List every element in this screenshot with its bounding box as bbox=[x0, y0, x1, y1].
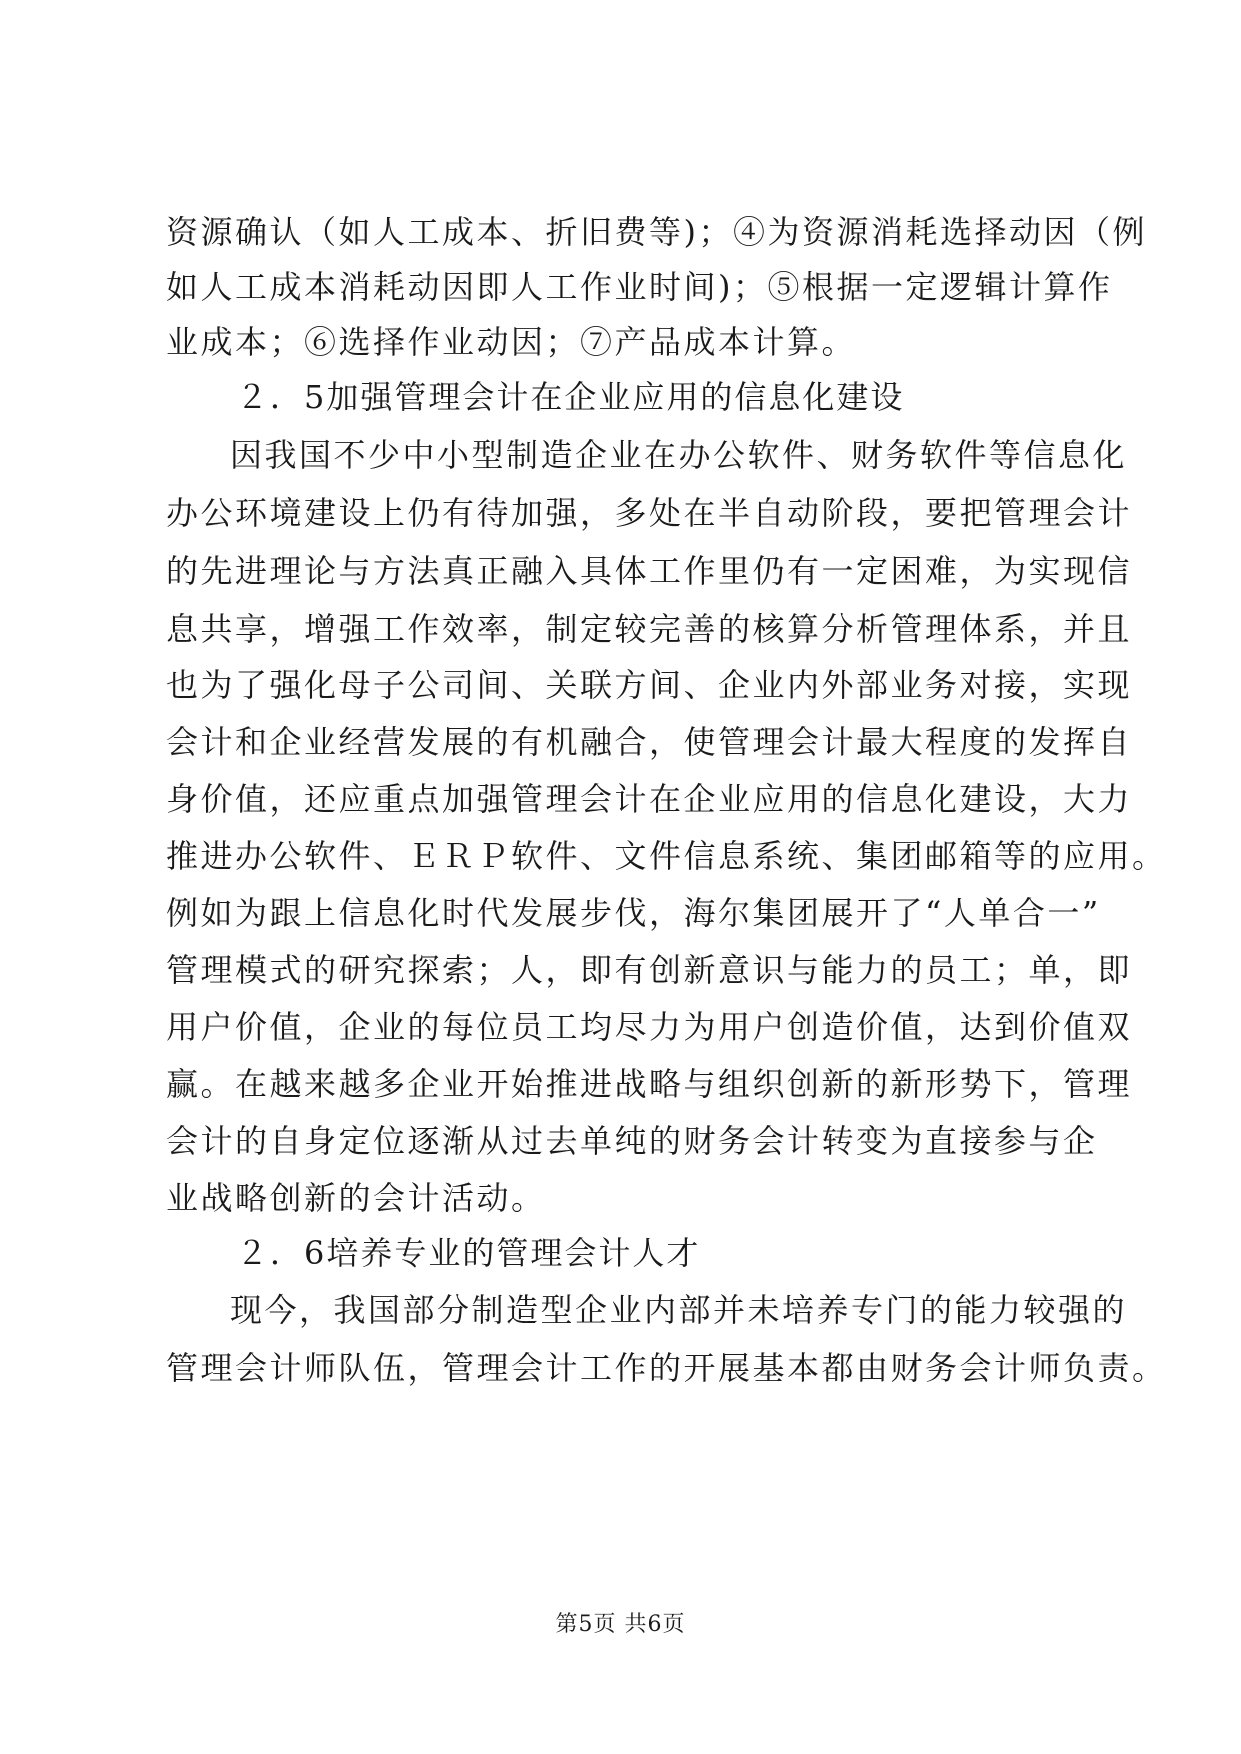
paragraph-line: 身价值，还应重点加强管理会计在企业应用的信息化建设，大力 bbox=[166, 780, 1133, 818]
paragraph-line: 管理会计师队伍，管理会计工作的开展基本都由财务会计师负责。 bbox=[166, 1349, 1167, 1387]
paragraph-line: 现今，我国部分制造型企业内部并未培养专门的能力较强的 bbox=[230, 1291, 1128, 1329]
paragraph-line: 例如为跟上信息化时代发展步伐，海尔集团展开了“人单合一” bbox=[166, 894, 1101, 932]
paragraph-line: 会计和企业经营发展的有机融合，使管理会计最大程度的发挥自 bbox=[166, 723, 1133, 761]
paragraph-line: 推进办公软件、ＥＲＰ软件、文件信息系统、集团邮箱等的应用。 bbox=[166, 837, 1167, 875]
paragraph-line: 的先进理论与方法真正融入具体工作里仍有一定困难，为实现信 bbox=[166, 552, 1133, 590]
paragraph-line: 业战略创新的会计活动。 bbox=[166, 1179, 546, 1217]
page-footer: 第5页 共6页 bbox=[555, 1612, 686, 1637]
paragraph-line: 业成本；⑥选择作业动因；⑦产品成本计算。 bbox=[166, 323, 857, 361]
paragraph-line: 也为了强化母子公司间、关联方间、企业内外部业务对接，实现 bbox=[166, 666, 1133, 704]
section-heading-2-5: ２．5加强管理会计在企业应用的信息化建设 bbox=[236, 378, 905, 416]
paragraph-line: 办公环境建设上仍有待加强，多处在半自动阶段，要把管理会计 bbox=[166, 494, 1133, 532]
paragraph-line: 如人工成本消耗动因即人工作业时间)；⑤根据一定逻辑计算作 bbox=[166, 268, 1113, 306]
paragraph-line: 会计的自身定位逐渐从过去单纯的财务会计转变为直接参与企 bbox=[166, 1122, 1098, 1160]
paragraph-line: 资源确认（如人工成本、折旧费等)；④为资源消耗选择动因（例 bbox=[166, 213, 1147, 251]
section-heading-2-6: ２．6培养专业的管理会计人才 bbox=[236, 1234, 701, 1272]
paragraph-line: 用户价值，企业的每位员工均尽力为用户创造价值，达到价值双 bbox=[166, 1008, 1133, 1046]
paragraph-line: 赢。在越来越多企业开始推进战略与组织创新的新形势下，管理 bbox=[166, 1065, 1133, 1103]
paragraph-line: 因我国不少中小型制造企业在办公软件、财务软件等信息化 bbox=[230, 436, 1128, 474]
paragraph-line: 管理模式的研究探索；人，即有创新意识与能力的员工；单，即 bbox=[166, 951, 1133, 989]
paragraph-line: 息共享，增强工作效率，制定较完善的核算分析管理体系，并且 bbox=[166, 610, 1133, 648]
